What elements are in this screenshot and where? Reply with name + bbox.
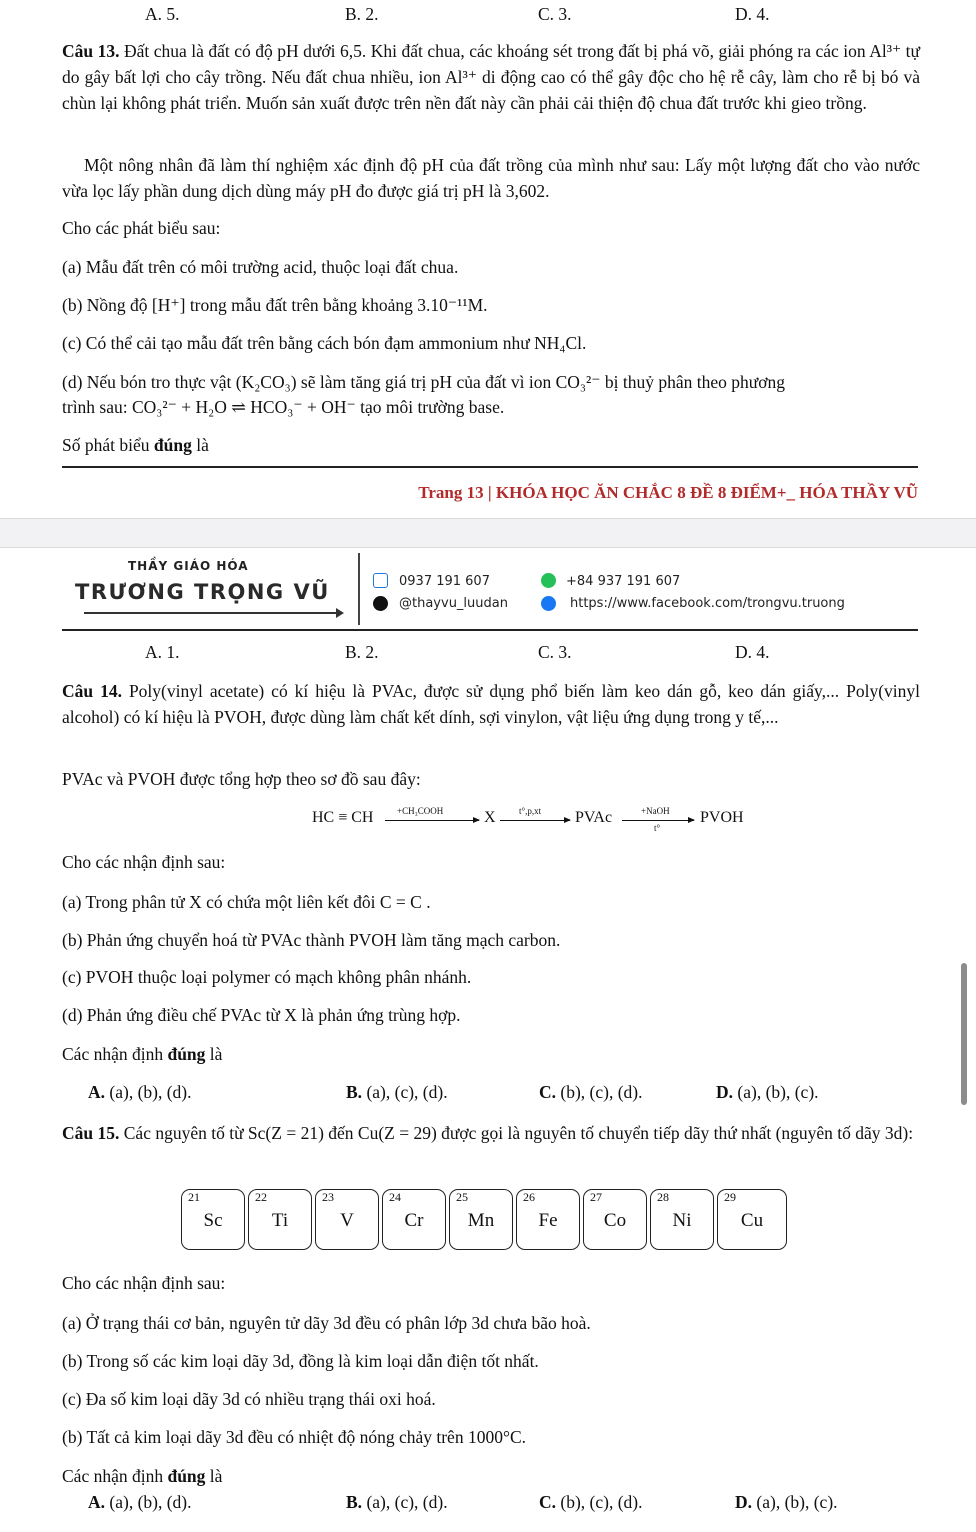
q14-option-d: [716, 1080, 819, 1104]
q15-question-post: là: [209, 1466, 223, 1486]
tiktok-icon: [373, 596, 388, 611]
q14-statement-d: (d) Phản ứng điều chế PVAc từ X là phản ứng trùng hợp.: [62, 1005, 461, 1025]
q15-label: Câu 15.: [62, 1123, 120, 1143]
element-symbol: V: [340, 1210, 354, 1231]
element-number: 27: [590, 1190, 602, 1204]
element-cell: [382, 1189, 446, 1250]
header-separator: [358, 553, 360, 625]
q15-option-d: [735, 1490, 838, 1514]
q14-statement-b: (b) Phản ứng chuyển hoá từ PVAc thành PVOH làm tăng mạch carbon.: [62, 930, 561, 950]
element-number: 22: [255, 1190, 267, 1204]
q13-question: [62, 432, 916, 458]
q13-statement-b: (b) Nồng độ [H⁺] trong mẫu đất trên bằng khoảng 3.10⁻¹¹M.: [62, 295, 488, 315]
q14-option-b: [346, 1080, 448, 1104]
q15-question-bold: đúng: [167, 1466, 206, 1486]
q13-question-post: là: [196, 435, 209, 455]
scrollbar[interactable]: [961, 963, 967, 1105]
q14-intro: Cho các nhận định sau:: [62, 852, 226, 872]
element-cell: [516, 1189, 580, 1250]
scheme-species-3: PVAc: [575, 809, 613, 826]
element-number: 26: [523, 1190, 535, 1204]
q13-statement-d-line2: trình sau: CO₃²⁻ + H₂O ⇌ HCO₃⁻ + OH⁻ tạo môi trường base.: [62, 397, 505, 417]
q14-option-c-text: (b), (c), (d).: [560, 1082, 643, 1102]
q13-question-bold: đúng: [153, 435, 192, 455]
q13-statement-a: (a) Mẫu đất trên có môi trường acid, thuộc loại đất chua.: [62, 257, 459, 277]
q15-option-b-text: (a), (c), (d).: [366, 1492, 448, 1512]
element-number: 24: [389, 1190, 401, 1204]
q14-paragraph-1: [62, 678, 920, 730]
q13-option-c: C. 3.: [538, 642, 572, 662]
scheme-arrow-2: [500, 820, 570, 821]
facebook-icon: [541, 596, 556, 611]
q14-question-bold: đúng: [167, 1044, 206, 1064]
q15-option-d-letter: D.: [735, 1492, 753, 1512]
scheme-arrow-1: [385, 820, 479, 821]
q15-option-c: [539, 1490, 643, 1514]
q15-option-a-letter: A.: [88, 1492, 106, 1512]
q15-statement-a: (a) Ở trạng thái cơ bản, nguyên tử dãy 3d đều có phân lớp 3d chưa bão hoà.: [62, 1313, 591, 1333]
q15-intro: Cho các nhận định sau:: [62, 1273, 226, 1293]
q15-option-c-letter: C.: [539, 1492, 557, 1512]
scheme-reagent-3b: t°: [654, 823, 661, 833]
q13-option-b: B. 2.: [345, 642, 379, 662]
q13-option-a: A. 1.: [145, 642, 180, 662]
q14-paragraph-2: PVAc và PVOH được tổng hợp theo sơ đồ sau đây:: [62, 769, 421, 789]
scheme-reagent-2: t°,p,xt: [519, 806, 542, 816]
q15-text-1: Các nguyên tố từ Sc(Z = 21) đến Cu(Z = 29) được gọi là nguyên tố chuyển tiếp dãy thứ nhất (nguyên tố dãy 3d):: [123, 1123, 914, 1143]
scheme-arrow-3: [622, 820, 694, 821]
q14-text-1: Poly(vinyl acetate) có kí hiệu là PVAc, được sử dụng phổ biến làm keo dán gỗ, keo dán giấy,... Poly(vinyl alcohol) có kí hiệu là PVOH, được dùng làm chất kết dính, sợi vinylon, vật liệu ứng dụng trong y tế,...: [62, 681, 921, 727]
q13-statement-d-line1: (d) Nếu bón tro thực vật (K₂CO₃) sẽ làm tăng giá trị pH của đất vì ion CO₃²⁻ bị thuỷ phân theo phương: [62, 372, 785, 392]
q14-question: [62, 1041, 916, 1067]
brand-arrow-icon: [84, 612, 342, 614]
element-cell: [583, 1189, 647, 1250]
q15-option-a-text: (a), (b), (d).: [109, 1492, 192, 1512]
element-symbol: Fe: [538, 1210, 558, 1231]
element-symbol: Co: [603, 1210, 627, 1231]
element-number: 23: [322, 1190, 334, 1204]
q13-intro: Cho các phát biểu sau:: [62, 218, 221, 238]
element-symbol: Sc: [203, 1210, 223, 1231]
facebook-link[interactable]: https://www.facebook.com/trongvu.truong: [570, 596, 845, 611]
q14-option-c-letter: C.: [539, 1082, 557, 1102]
q14-option-d-letter: D.: [716, 1082, 734, 1102]
q14-question-post: là: [209, 1044, 223, 1064]
q14-statement-c: (c) PVOH thuộc loại polymer có mạch không phân nhánh.: [62, 967, 472, 987]
phone-zalo: 0937 191 607: [399, 574, 490, 589]
scheme-reagent-3: +NaOH: [641, 806, 670, 816]
element-cell: [650, 1189, 714, 1250]
zalo-icon: [373, 573, 388, 588]
q15-paragraph-1: [62, 1120, 920, 1146]
q13-statement-c: (c) Có thể cải tạo mẫu đất trên bằng cách bón đạm ammonium như NH₄Cl.: [62, 333, 587, 353]
element-cell: [717, 1189, 787, 1250]
q13-text-1: Đất chua là đất có độ pH dưới 6,5. Khi đất chua, các khoáng sét trong đất bị phá võ, giải phóng ra các ion Al³⁺ tự do gây bất lợi cho cây trồng. Nếu đất chua nhiều, ion Al³⁺ di động cao có thể gây độc cho hệ rễ cây, làm cho rễ bị bó và chùn lại không phát triển. Muốn sản xuất được trên nền đất này cần phải cải thiện độ chua đất trước khi gieo trồng.: [62, 41, 921, 113]
q14-option-a-text: (a), (b), (d).: [109, 1082, 192, 1102]
phone-whatsapp: +84 937 191 607: [566, 574, 681, 589]
element-number: 28: [657, 1190, 669, 1204]
q13-option-d: D. 4.: [735, 642, 770, 662]
prev-option-b: B. 2.: [345, 4, 379, 24]
q13-paragraph-2: Một nông nhân đã làm thí nghiệm xác định độ pH của đất trồng của mình như sau: Lấy một lượng đất cho vào nước vừa lọc lấy phần dung dịch dùng máy pH đo được giá trị pH là 3,602.: [62, 155, 920, 201]
q15-question: [62, 1463, 916, 1489]
q14-reaction-scheme: [0, 806, 976, 834]
q15-option-a: [88, 1490, 192, 1514]
scheme-species-1: HC ≡ CH: [312, 809, 374, 826]
element-number: 25: [456, 1190, 468, 1204]
tiktok-handle: @thayvu_luudan: [399, 596, 508, 611]
q15-statement-d: (b) Tất cả kim loại dãy 3d đều có nhiệt độ nóng chảy trên 1000°C.: [62, 1427, 526, 1447]
element-number: 21: [188, 1190, 200, 1204]
q14-statement-a: (a) Trong phân tử X có chứa một liên kết đôi C = C .: [62, 892, 431, 912]
q15-option-b: [346, 1490, 448, 1514]
q13-question-pre: Số phát biểu: [62, 435, 150, 455]
q14-question-pre: Các nhận định: [62, 1044, 164, 1064]
q15-question-pre: Các nhận định: [62, 1466, 164, 1486]
brand-subtitle: THẦY GIÁO HÓA: [128, 559, 249, 573]
q13-paragraph-1: [62, 38, 920, 116]
prev-option-a: A. 5.: [145, 4, 180, 24]
element-symbol: Cu: [740, 1210, 764, 1231]
element-symbol: Ti: [271, 1210, 289, 1231]
scheme-species-2: X: [484, 809, 496, 826]
q15-statement-b: (b) Trong số các kim loại dãy 3d, đồng là kim loại dẫn điện tốt nhất.: [62, 1351, 539, 1371]
element-symbol: Cr: [404, 1210, 424, 1231]
q14-option-d-text: (a), (b), (c).: [737, 1082, 819, 1102]
q14-option-a-letter: A.: [88, 1082, 106, 1102]
q14-option-c: [539, 1080, 643, 1104]
whatsapp-icon: [541, 573, 556, 588]
q15-statement-c: (c) Đa số kim loại dãy 3d có nhiều trạng thái oxi hoá.: [62, 1389, 436, 1409]
q14-option-a: [88, 1080, 192, 1104]
q15-option-d-text: (a), (b), (c).: [756, 1492, 838, 1512]
element-cell: [315, 1189, 379, 1250]
element-cell: [248, 1189, 312, 1250]
footer-rule: [62, 466, 918, 468]
brand-title: TRƯƠNG TRỌNG VŨ: [75, 580, 330, 604]
page-footer: Trang 13 | KHÓA HỌC ĂN CHẮC 8 ĐỀ 8 ĐIỂM+_ HÓA THẦY VŨ: [418, 483, 918, 502]
element-symbol: Ni: [672, 1210, 692, 1231]
q15-option-b-letter: B.: [346, 1492, 363, 1512]
q14-label: Câu 14.: [62, 681, 122, 701]
q13-label: Câu 13.: [62, 41, 120, 61]
element-symbol: Mn: [467, 1210, 495, 1231]
header-rule: [62, 629, 918, 631]
q15-option-c-text: (b), (c), (d).: [560, 1492, 643, 1512]
element-cell: [449, 1189, 513, 1250]
prev-option-c: C. 3.: [538, 4, 572, 24]
page-break: [0, 518, 976, 548]
element-number: 29: [724, 1190, 736, 1204]
element-cell: [181, 1189, 245, 1250]
q14-option-b-text: (a), (c), (d).: [366, 1082, 448, 1102]
prev-option-d: D. 4.: [735, 4, 770, 24]
scheme-species-4: PVOH: [700, 809, 744, 826]
scheme-reagent-1: +CH₃COOH: [397, 806, 444, 816]
q14-option-b-letter: B.: [346, 1082, 363, 1102]
